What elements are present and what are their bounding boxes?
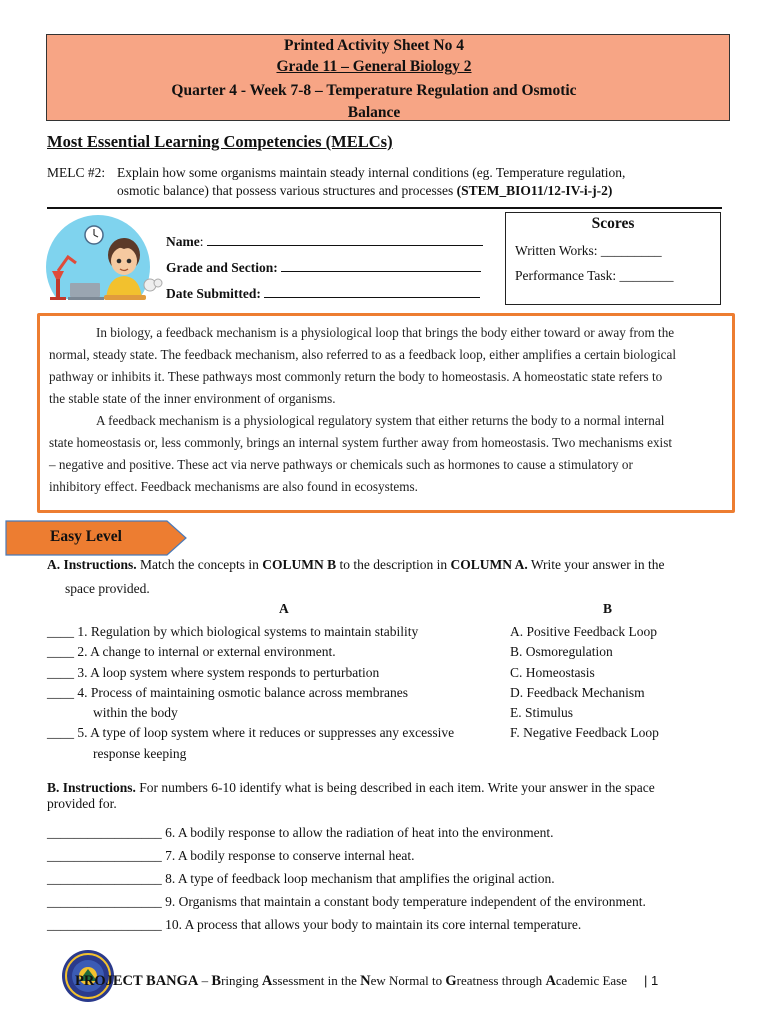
column-b-option: E. Stimulus bbox=[510, 705, 574, 720]
student-illustration bbox=[46, 213, 164, 303]
name-line[interactable] bbox=[207, 233, 483, 246]
date-submitted-line[interactable] bbox=[264, 285, 480, 298]
part-b-question[interactable]: _________________ 6. A bodily response to allow the radiation of heat into the environment. bbox=[47, 825, 554, 840]
grade-section-field[interactable]: Grade and Section: bbox=[166, 259, 481, 276]
part-b-instructions: B. Instructions. For numbers 6-10 identify what is being described in each item. Write your answer in the space provided for. bbox=[47, 780, 655, 811]
column-b-option: A. Positive Feedback Loop bbox=[510, 624, 657, 639]
part-a-instructions: A. Instructions. Match the concepts in COLUMN B to the description in COLUMN A. Write your answer in the space provided. bbox=[47, 557, 665, 596]
date-submitted-field[interactable]: Date Submitted: bbox=[166, 285, 480, 302]
performance-task-score[interactable]: Performance Task: ________ bbox=[515, 268, 674, 283]
column-a-header: A bbox=[279, 601, 289, 616]
column-a-item[interactable]: ____ 3. A loop system where system responds to perturbation bbox=[47, 665, 380, 680]
easy-level-label: Easy Level bbox=[50, 528, 122, 545]
column-b-option: D. Feedback Mechanism bbox=[510, 685, 645, 700]
column-a-item-continued: within the body bbox=[93, 705, 178, 720]
melc-code: (STEM_BIO11/12-IV-i-j-2) bbox=[456, 183, 613, 198]
column-a-item[interactable]: ____ 2. A change to internal or external environment. bbox=[47, 644, 336, 659]
column-a-item[interactable]: ____ 1. Regulation by which biological systems to maintain stability bbox=[47, 624, 419, 639]
melcs-title: Most Essential Learning Competencies (MELCs) bbox=[47, 132, 393, 151]
part-b-question[interactable]: _________________ 9. Organisms that maintain a constant body temperature independent of the environment. bbox=[47, 894, 646, 909]
page-number: | 1 bbox=[644, 973, 659, 988]
column-b-option: C. Homeostasis bbox=[510, 665, 595, 680]
grade-subject: Grade 11 – General Biology 2 bbox=[276, 58, 472, 75]
part-b-question[interactable]: _________________ 8. A type of feedback loop mechanism that amplifies the original action. bbox=[47, 871, 555, 886]
divider bbox=[47, 207, 722, 209]
easy-level-banner bbox=[5, 520, 187, 556]
column-b-header: B bbox=[603, 601, 613, 616]
name-field[interactable]: Name: bbox=[166, 233, 483, 250]
column-a-item[interactable]: ____ 5. A type of loop system where it reduces or suppresses any excessive bbox=[47, 725, 455, 740]
quarter-week-topic: Quarter 4 - Week 7-8 – Temperature Regulation and Osmotic Balance bbox=[171, 82, 577, 121]
part-b-question[interactable]: _________________ 10. A process that allows your body to maintain its core internal temperature. bbox=[47, 917, 582, 932]
column-b-option: B. Osmoregulation bbox=[510, 644, 613, 659]
footer-project: PROJECT BANGA – Bringing Assessment in the New Normal to Greatness through Academic Ease bbox=[75, 973, 628, 989]
scores-box bbox=[505, 212, 721, 305]
column-a-item[interactable]: ____ 4. Process of maintaining osmotic balance across membranes bbox=[47, 685, 409, 700]
header-box bbox=[46, 34, 730, 121]
melc-text: MELC #2: Explain how some organisms maintain steady internal conditions (eg. Temperature regulation, osmotic balance) that possess various structures and processes (STEM_BIO11/12-IV-i-j-2) bbox=[47, 165, 626, 198]
part-b-question[interactable]: _________________ 7. A bodily response to conserve internal heat. bbox=[47, 848, 415, 863]
feedback-mechanism-reading: In biology, a feedback mechanism is a physiological loop that brings the body either toward or away from the normal, steady state. The feedback mechanism, also referred to as a feedback loop, either amplifies a certain biological pathway or inhibits it. These pathways most commonly return the body to homeostasis. A homeostatic state refers to the stable state of the inner environment of organisms. A feedback mechanism is a physiological regulatory system that either returns the body to a normal internal state homeostasis or, less commonly, brings an internal system further away from homeostasis. Two mechanisms exist – negative and positive. These act via nerve pathways or chemicals such as hormones to cause a stimulatory or inhibitory effect. Feedback mechanisms are also found in ecosystems. bbox=[37, 313, 735, 513]
column-a-item-continued: response keeping bbox=[93, 746, 187, 761]
written-works-score[interactable]: Written Works: _________ bbox=[515, 243, 662, 258]
melc-label: MELC #2: bbox=[47, 165, 106, 180]
column-b-option: F. Negative Feedback Loop bbox=[510, 725, 659, 740]
sheet-title: Printed Activity Sheet No 4 bbox=[284, 37, 464, 54]
scores-title: Scores bbox=[591, 215, 635, 232]
grade-section-line[interactable] bbox=[281, 259, 481, 272]
